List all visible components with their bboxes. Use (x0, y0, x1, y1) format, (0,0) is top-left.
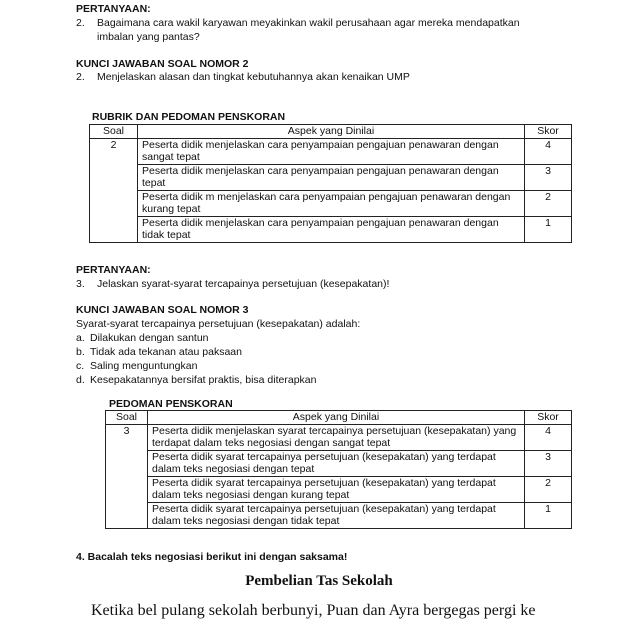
skor-cell: 2 (525, 476, 572, 502)
table-header-row (90, 125, 572, 139)
answer-key-2-text: Menjelaskan alasan dan tingkat kebutuhannya akan kenaikan UMP (97, 71, 410, 83)
aspek-cell: Peserta didik menjelaskan syarat tercapainya persetujuan (kesepakatan) yang terdapat dalam teks negosiasi dengan sangat tepat (148, 424, 525, 450)
list-item: Dilakukan dengan santun (90, 332, 209, 344)
answer-key-2-heading: KUNCI JAWABAN SOAL NOMOR 2 (76, 58, 249, 70)
answer-key-2-number: 2. (76, 71, 85, 83)
answer-key-3-heading: KUNCI JAWABAN SOAL NOMOR 3 (76, 304, 249, 316)
skor-cell: 3 (525, 450, 572, 476)
column-header-skor: Skor (525, 411, 572, 425)
aspek-cell: Peserta didik syarat tercapainya persetujuan (kesepakatan) yang terdapat dalam teks negosiasi dengan kurang tepat (148, 476, 525, 502)
column-header-aspek: Aspek yang Dinilai (138, 125, 525, 139)
column-header-skor: Skor (525, 125, 572, 139)
table-row (106, 424, 572, 450)
table-row (106, 476, 572, 502)
list-item: Saling menguntungkan (90, 360, 198, 372)
question-4-instruction: 4. Bacalah teks negosiasi berikut ini dengan saksama! (76, 551, 348, 563)
column-header-soal: Soal (106, 411, 148, 425)
rubric-2-heading: RUBRIK DAN PEDOMAN PENSKORAN (92, 111, 286, 123)
answer-key-3-intro: Syarat-syarat tercapainya persetujuan (kesepakatan) adalah: (76, 318, 361, 330)
soal-number: 2 (90, 138, 138, 242)
column-header-soal: Soal (90, 125, 138, 139)
question-2-text-line-1: Bagaimana cara wakil karyawan meyakinkan wakil perusahaan agar mereka mendapatkan (97, 17, 520, 29)
skor-cell: 1 (525, 216, 572, 242)
aspek-cell: Peserta didik syarat tercapainya persetujuan (kesepakatan) yang terdapat dalam teks negosiasi dengan tepat (148, 450, 525, 476)
question-2-number: 2. (76, 17, 85, 29)
story-paragraph: Ketika bel pulang sekolah berbunyi, Puan dan Ayra bergegas pergi ke (91, 602, 536, 619)
skor-cell: 4 (525, 138, 572, 164)
skor-cell: 3 (525, 164, 572, 190)
list-item: Kesepakatannya bersifat praktis, bisa diterapkan (90, 374, 317, 386)
list-item-letter: d. (76, 374, 85, 386)
aspek-cell: Peserta didik m menjelaskan cara penyampaian pengajuan penawaran dengan kurang tepat (138, 190, 525, 216)
list-item: Tidak ada tekanan atau paksaan (90, 346, 242, 358)
rubric-2-table (89, 124, 572, 243)
table-header-row (106, 411, 572, 425)
table-row (90, 190, 572, 216)
aspek-cell: Peserta didik menjelaskan cara penyampaian pengajuan penawaran dengan sangat tepat (138, 138, 525, 164)
column-header-aspek: Aspek yang Dinilai (148, 411, 525, 425)
rubric-3-table (105, 410, 572, 529)
question-2-heading: PERTANYAAN: (76, 3, 151, 15)
table-row (106, 450, 572, 476)
table-row (106, 502, 572, 528)
story-title: Pembelian Tas Sekolah (245, 573, 393, 589)
question-3-number: 3. (76, 278, 85, 290)
list-item-letter: b. (76, 346, 85, 358)
aspek-cell: Peserta didik syarat tercapainya persetujuan (kesepakatan) yang terdapat dalam teks negosiasi dengan tidak tepat (148, 502, 525, 528)
aspek-cell: Peserta didik menjelaskan cara penyampaian pengajuan penawaran dengan tidak tepat (138, 216, 525, 242)
table-row (90, 216, 572, 242)
question-2-text-line-2: imbalan yang pantas? (97, 31, 200, 43)
list-item-letter: a. (76, 332, 85, 344)
skor-cell: 1 (525, 502, 572, 528)
table-row (90, 138, 572, 164)
skor-cell: 2 (525, 190, 572, 216)
list-item-letter: c. (76, 360, 85, 372)
question-3-text: Jelaskan syarat-syarat tercapainya persetujuan (kesepakatan)! (97, 278, 390, 290)
skor-cell: 4 (525, 424, 572, 450)
soal-number: 3 (106, 424, 148, 528)
question-3-heading: PERTANYAAN: (76, 264, 151, 276)
rubric-3-heading: PEDOMAN PENSKORAN (109, 398, 233, 410)
aspek-cell: Peserta didik menjelaskan cara penyampaian pengajuan penawaran dengan tepat (138, 164, 525, 190)
table-row (90, 164, 572, 190)
